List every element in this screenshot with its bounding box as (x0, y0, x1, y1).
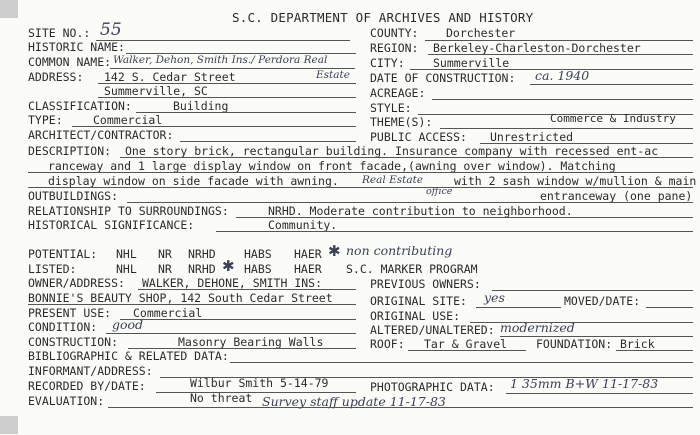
photo-value: 1 35mm B+W 11-17-83 (510, 376, 659, 391)
potential-haer: HAER (294, 247, 322, 261)
recorded-value: Wilbur Smith 5-14-79 (190, 376, 329, 390)
architect-label: ARCHITECT/CONTRACTOR: (28, 128, 174, 142)
classification-value: Building (173, 99, 229, 113)
theme-rule (440, 128, 693, 129)
theme-label: THEME(S): (370, 115, 433, 129)
common-name-value: Walker, Dehon, Smith Ins./ Perdora Real (113, 54, 328, 66)
original-site-label: ORIGINAL SITE: (370, 294, 467, 308)
listed-marker: S.C. MARKER PROGRAM (346, 262, 478, 276)
bibliography-label: BIBLIOGRAPHIC & RELATED DATA: (28, 349, 229, 363)
date-value: ca. 1940 (535, 68, 590, 83)
type-rule (72, 126, 356, 127)
listed-nrhd: NRHD (188, 262, 216, 276)
county-value: Dorchester (446, 26, 516, 40)
construction-label: CONSTRUCTION: (28, 335, 119, 349)
relationship-label: RELATIONSHIP TO SURROUNDINGS: (28, 204, 229, 218)
date-rule (530, 84, 693, 85)
common-name-value-2: Estate (316, 69, 350, 81)
region-label: REGION: (370, 41, 419, 55)
owner-rule (138, 289, 356, 290)
date-label: DATE OF CONSTRUCTION: (370, 71, 516, 85)
address-label: ADDRESS: (28, 70, 84, 84)
description-handwritten-2: office (426, 186, 453, 197)
informant-label: INFORMANT/ADDRESS: (28, 364, 153, 378)
description-line-3a: display window on side facade with awning. (48, 174, 339, 188)
construction-value: Masonry Bearing Walls (178, 335, 324, 349)
description-line-2: ranceway and 1 large display window on front facade,(awning over window). Matching (48, 159, 616, 173)
site-no-label: SITE NO.: (28, 26, 91, 40)
acreage-label: ACREAGE: (370, 86, 426, 100)
significance-label: HISTORICAL SIGNIFICANCE: (28, 218, 195, 232)
altered-label: ALTERED/UNALTERED: (370, 323, 495, 337)
potential-label: POTENTIAL: (28, 247, 98, 261)
foundation-rule (616, 350, 693, 351)
photo-label: PHOTOGRAPHIC DATA: (370, 380, 495, 394)
photo-rule (506, 393, 693, 394)
theme-value: Commerce & Industry (550, 112, 676, 125)
previous-owners-rule (492, 290, 693, 291)
classification-rule (136, 112, 356, 113)
listed-haer: HAER (294, 262, 322, 276)
description-line-1: One story brick, rectangular building. Insurance company with recessed ent-ac (125, 144, 659, 158)
original-site-rule (476, 307, 561, 308)
outbuildings-label: OUTBUILDINGS: (28, 189, 119, 203)
potential-note: non contributing (346, 243, 453, 258)
original-use-label: ORIGINAL USE: (370, 309, 461, 323)
owner-rule-2 (28, 304, 356, 305)
address-rule-2 (98, 97, 356, 98)
public-access-label: PUBLIC ACCESS: (370, 130, 467, 144)
classification-label: CLASSIFICATION: (28, 99, 132, 113)
potential-nr: NR (158, 247, 172, 261)
address-line-1: 142 S. Cedar Street (104, 70, 236, 84)
recorded-label: RECORDED BY/DATE: (28, 379, 146, 393)
foundation-value: Brick (620, 337, 655, 351)
public-access-value: Unrestricted (490, 130, 574, 144)
site-no-value: 55 (100, 20, 122, 40)
potential-habs: HABS (244, 247, 272, 261)
present-use-label: PRESENT USE: (28, 306, 112, 320)
address-line-2: Summerville, SC (104, 84, 208, 98)
common-name-label: COMMON NAME: (28, 55, 112, 69)
description-rule-1 (120, 157, 693, 158)
condition-value: good (112, 317, 144, 332)
type-label: TYPE: (28, 113, 63, 127)
roof-value: Tar & Gravel (424, 337, 508, 351)
outbuildings-rule (127, 202, 693, 203)
altered-value: modernized (500, 320, 575, 335)
evaluation-rule (108, 407, 693, 408)
evaluation-value: No threat (190, 391, 253, 405)
listed-nr: NR (158, 262, 172, 276)
present-use-value: Commercial (133, 306, 203, 320)
moved-rule (646, 307, 693, 308)
description-handwritten: Real Estate (362, 174, 424, 186)
region-value: Berkeley-Charleston-Dorchester (433, 41, 641, 55)
description-rule-2 (28, 172, 693, 173)
architect-rule (180, 141, 356, 142)
acreage-rule (432, 99, 693, 100)
city-value: Summerville (433, 56, 510, 70)
historic-name-label: HISTORIC NAME: (28, 40, 125, 54)
style-label: STYLE: (370, 101, 412, 115)
corner-mark (0, 0, 18, 18)
original-site-value: yes (484, 290, 505, 305)
previous-owners-label: PREVIOUS OWNERS: (370, 277, 481, 291)
condition-rule (106, 333, 356, 334)
type-value: Commercial (93, 113, 163, 127)
site-no-rule (96, 40, 350, 41)
description-line-4: entranceway (one pane) (540, 189, 693, 203)
significance-rule (216, 231, 693, 232)
potential-nrhd: NRHD (188, 247, 216, 261)
moved-label: MOVED/DATE: (564, 294, 641, 308)
description-rule-3 (28, 187, 693, 188)
owner-value-2: BONNIE'S BEAUTY SHOP, 142 South Cedar Street (28, 291, 333, 305)
foundation-label: FOUNDATION: (536, 337, 613, 351)
city-label: CITY: (370, 56, 405, 70)
recorded-rule (156, 392, 356, 393)
present-use-rule (120, 319, 356, 320)
listed-nhl: NHL (116, 262, 137, 276)
bibliography-rule (230, 362, 693, 363)
roof-rule (408, 350, 526, 351)
owner-value: WALKER, DEHONE, SMITH INS: (142, 276, 323, 290)
significance-value: Community. (268, 218, 338, 232)
card-title: S.C. DEPARTMENT OF ARCHIVES AND HISTORY (232, 10, 534, 25)
listed-habs: HABS (244, 262, 272, 276)
description-label: DESCRIPTION: (28, 144, 112, 158)
listed-star: ✱ (222, 257, 235, 275)
listed-label: LISTED: (28, 262, 77, 276)
corner-mark (0, 416, 18, 434)
evaluation-handwritten: Survey staff update 11-17-83 (262, 394, 446, 409)
owner-label: OWNER/ADDRESS: (28, 276, 125, 290)
description-line-3b: with 2 sash window w/mullion & main (454, 174, 697, 188)
condition-label: CONDITION: (28, 320, 98, 334)
county-label: COUNTY: (370, 26, 419, 40)
potential-nhl: NHL (116, 247, 137, 261)
roof-label: ROOF: (370, 337, 405, 351)
region-rule (428, 54, 693, 55)
potential-star: ✱ (328, 242, 341, 260)
relationship-value: NRHD. Moderate contribution to neighborhood. (268, 204, 573, 218)
evaluation-label: EVALUATION: (28, 394, 105, 408)
